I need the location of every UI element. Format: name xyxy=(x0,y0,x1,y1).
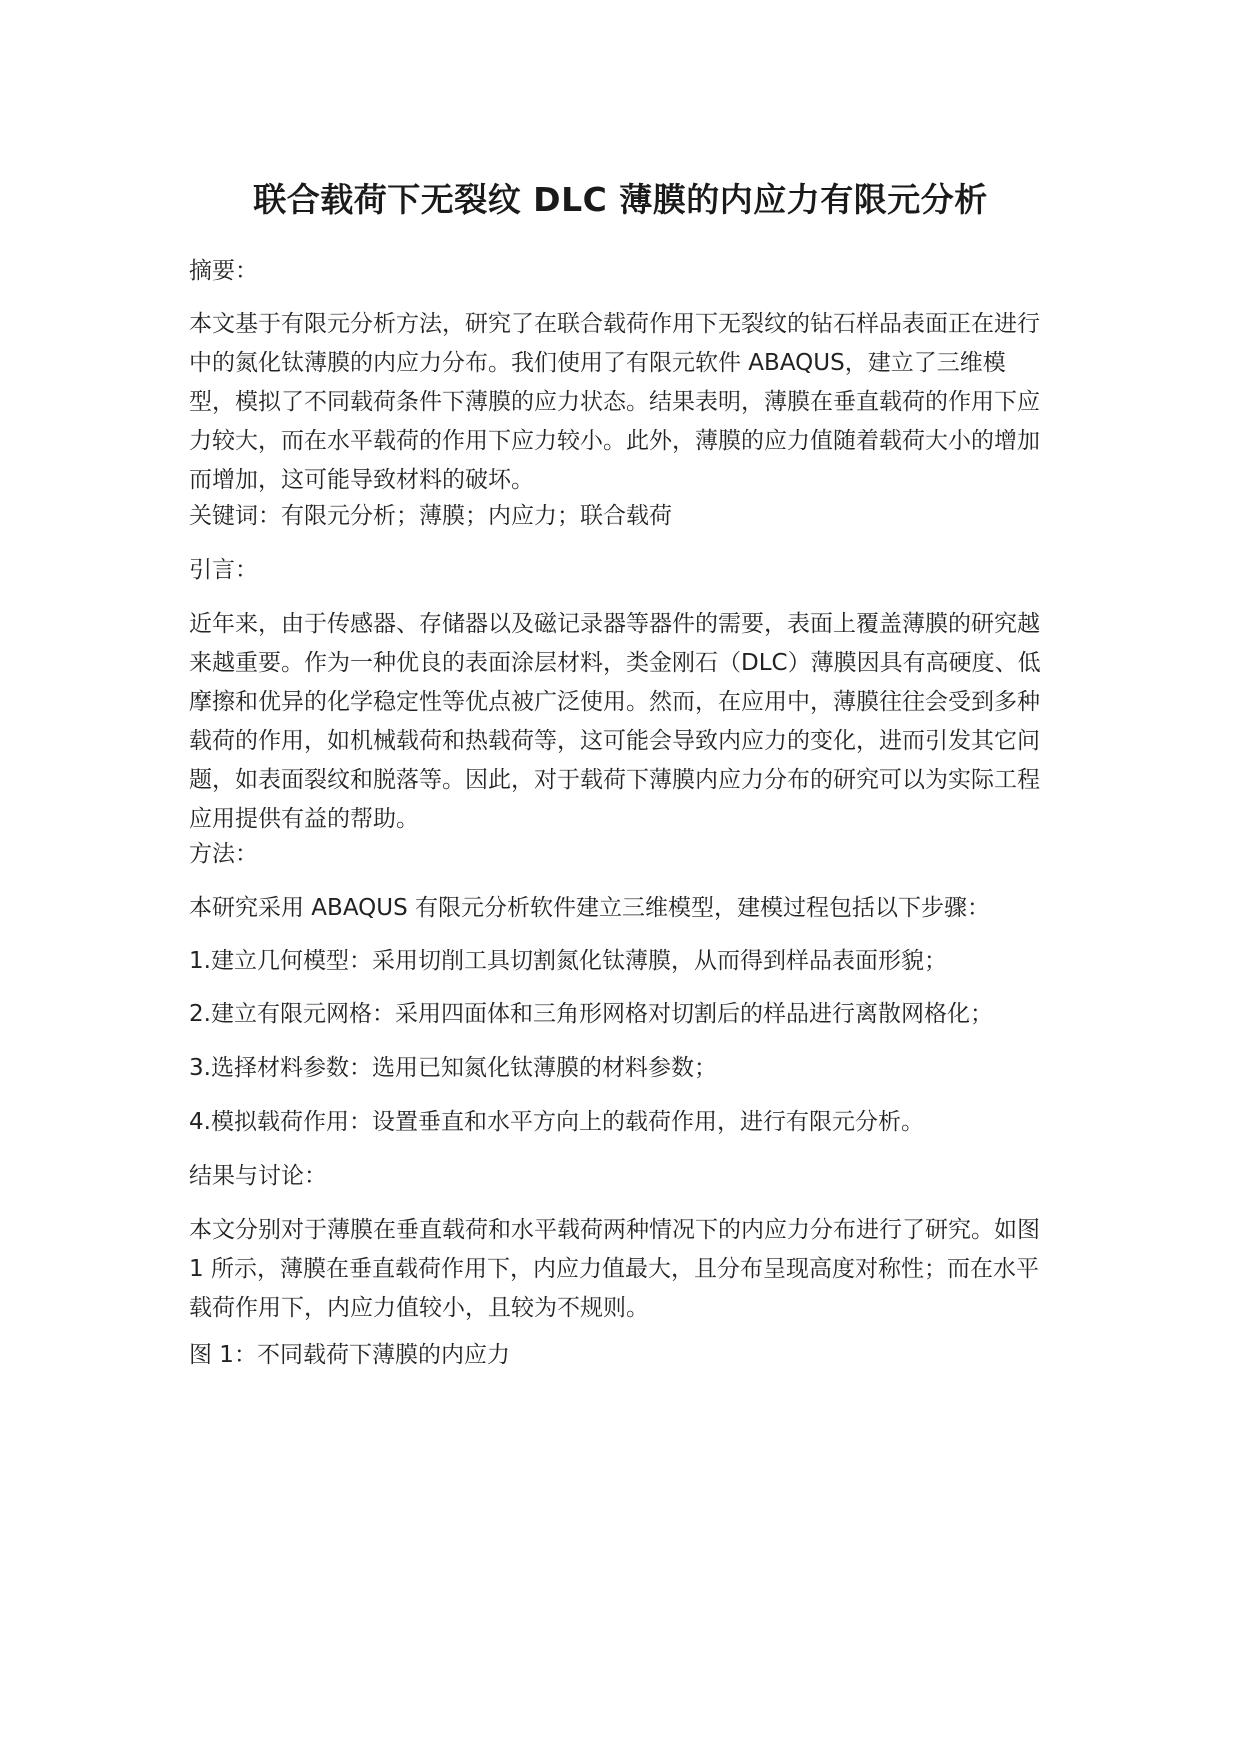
method-paragraph: 本研究采用 ABAQUS 有限元分析软件建立三维模型，建模过程包括以下步骤： xyxy=(189,895,991,921)
intro-heading: 引言： xyxy=(189,557,258,583)
figure-caption: 图 1：不同载荷下薄膜的内应力 xyxy=(189,1342,510,1368)
results-heading: 结果与讨论： xyxy=(189,1163,327,1189)
keywords-line: 关键词：有限元分析；薄膜；内应力；联合载荷 xyxy=(189,503,672,529)
method-step-3: 3.选择材料参数：选用已知氮化钛薄膜的材料参数； xyxy=(189,1055,717,1081)
abstract-paragraph: 本文基于有限元分析方法，研究了在联合载荷作用下无裂纹的钻石样品表面正在进行中的氮化钛薄膜的内应力分布。我们使用了有限元软件 ABAQUS，建立了三维模型，模拟了不同载荷条件下薄膜的应力状态。结果表明，薄膜在垂直载荷的作用下应力较大，而在水平载荷的作用下应力较小。此外，薄膜的应力值随着载荷大小的增加而增加，这可能导致材料的破坏。 xyxy=(189,311,1040,493)
method-step-2: 2.建立有限元网格：采用四面体和三角形网格对切割后的样品进行离散网格化； xyxy=(189,1001,993,1027)
document-title: 联合载荷下无裂纹 DLC 薄膜的内应力有限元分析 xyxy=(253,180,988,219)
abstract-heading: 摘要： xyxy=(189,258,258,284)
method-step-4: 4.模拟载荷作用：设置垂直和水平方向上的载荷作用，进行有限元分析。 xyxy=(189,1109,924,1135)
results-paragraph: 本文分别对于薄膜在垂直载荷和水平载荷两种情况下的内应力分布进行了研究。如图 1 所示，薄膜在垂直载荷作用下，内应力值最大，且分布呈现高度对称性；而在水平载荷作用下，内应力值较小，且较为不规则。 xyxy=(189,1217,1040,1321)
method-heading: 方法： xyxy=(189,841,258,867)
intro-paragraph: 近年来，由于传感器、存储器以及磁记录器等器件的需要，表面上覆盖薄膜的研究越来越重要。作为一种优良的表面涂层材料，类金刚石（DLC）薄膜因具有高硬度、低摩擦和优异的化学稳定性等优点被广泛使用。然而，在应用中，薄膜往往会受到多种载荷的作用，如机械载荷和热载荷等，这可能会导致内应力的变化，进而引发其它问题，如表面裂纹和脱落等。因此，对于载荷下薄膜内应力分布的研究可以为实际工程应用提供有益的帮助。 xyxy=(189,611,1041,832)
method-step-1: 1.建立几何模型：采用切削工具切割氮化钛薄膜，从而得到样品表面形貌； xyxy=(189,948,947,974)
